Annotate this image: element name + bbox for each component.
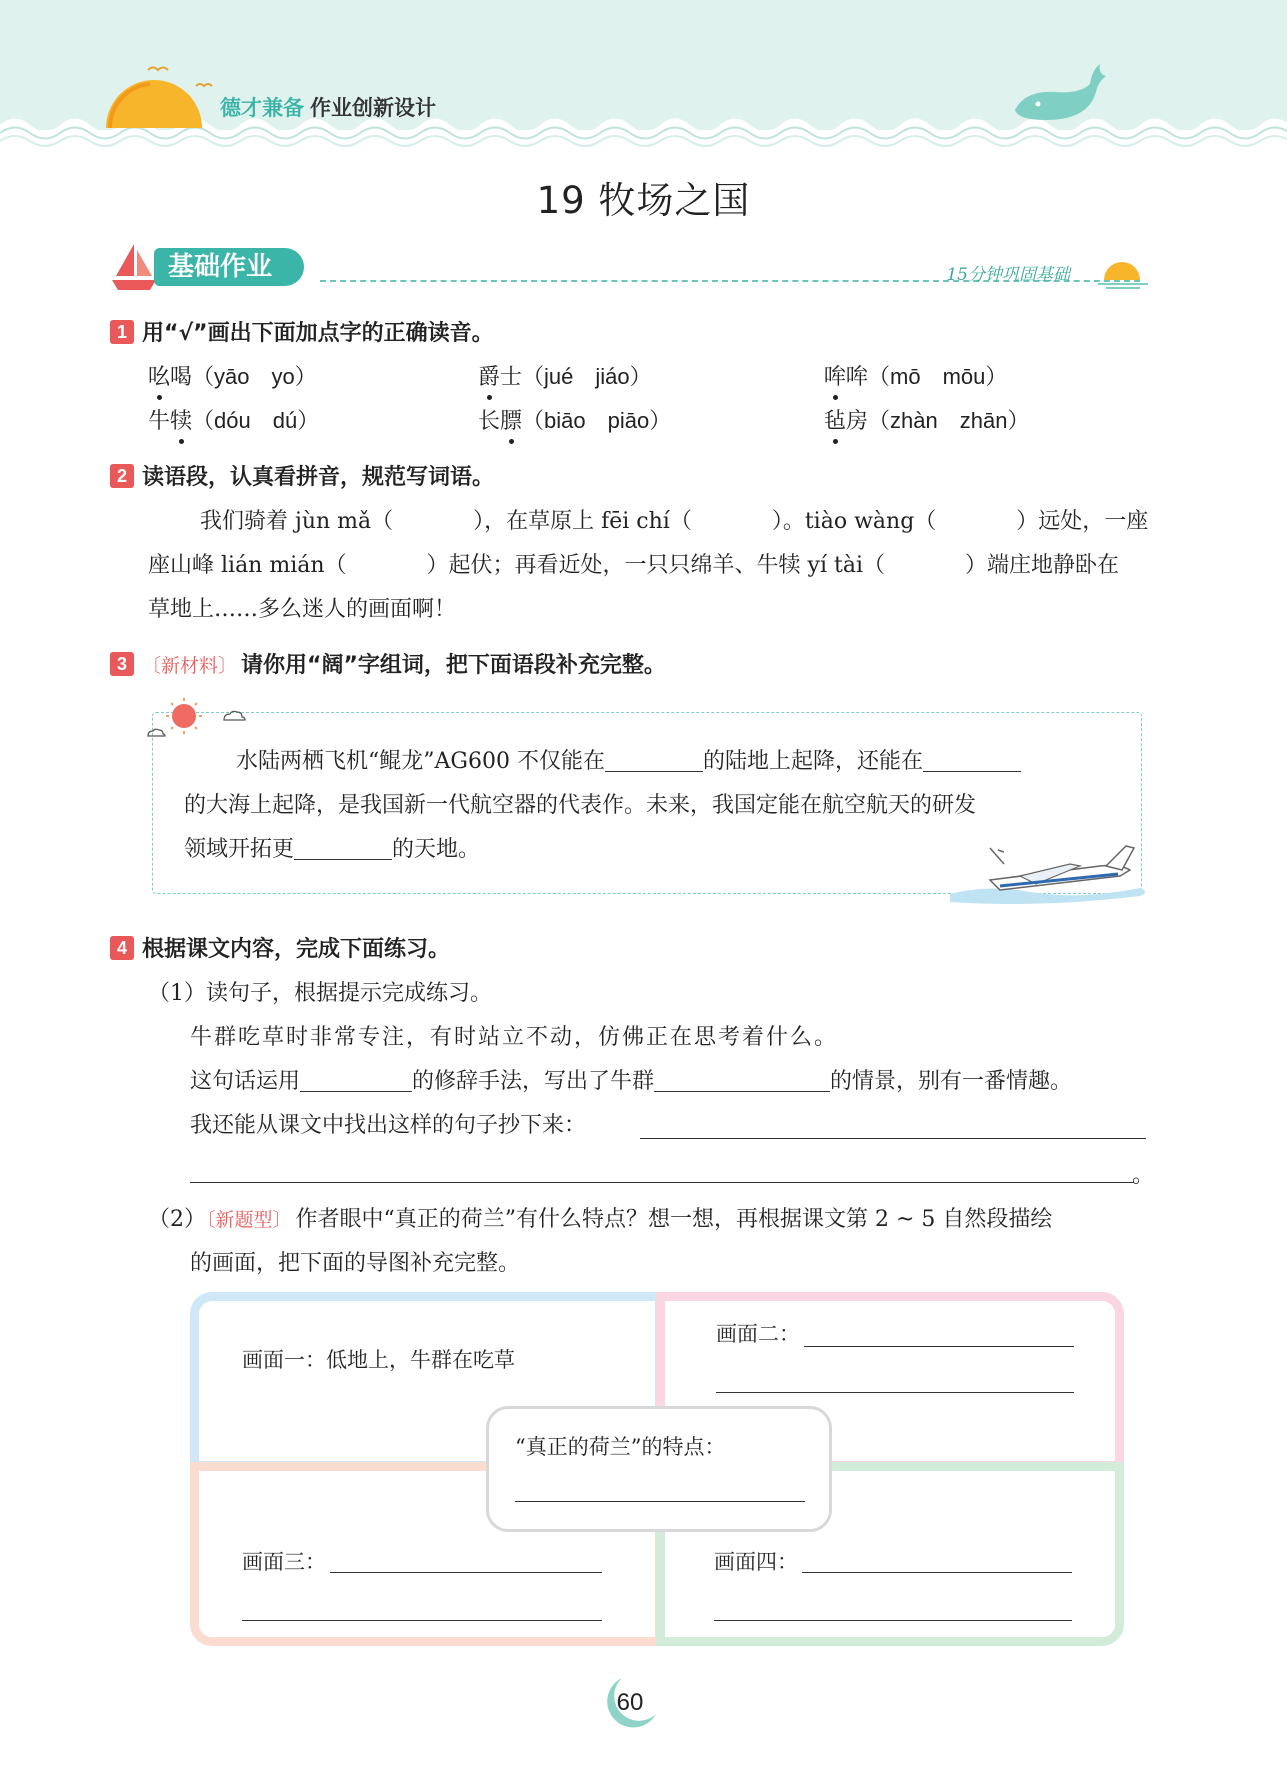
dotted-char: 哞 — [824, 360, 846, 391]
question-2-number: 2 — [110, 464, 134, 488]
q2-line-2 — [148, 548, 1119, 579]
page-title: 19 牧场之国 — [536, 179, 751, 222]
question-3-heading — [110, 648, 666, 679]
q4-blank-scene[interactable] — [654, 1091, 830, 1092]
q3-text: 的天地。 — [392, 837, 481, 862]
q2-text: 座山峰 lián mián（ — [148, 553, 347, 578]
section-label: 基础作业 — [154, 248, 304, 286]
q3-blank-3[interactable] — [294, 859, 392, 860]
q3-text: 的陆地上起降，还能在 — [702, 749, 923, 774]
q2-line-3: 草地上……多么迷人的画面啊！ — [148, 597, 457, 622]
question-2-text: 读语段，认真看拼音，规范写词语。 — [142, 465, 495, 490]
q4-blank-rhetoric[interactable] — [300, 1091, 412, 1092]
dotted-char: 犊 — [170, 404, 192, 435]
q4-copy-line-2[interactable] — [190, 1182, 1134, 1183]
pinyin-options[interactable]: （yāo yo） — [192, 364, 317, 389]
q4-text: 作者眼中“真正的荷兰”有什么特点？想一想，再根据课文第 2 ~ 5 自然段描绘 — [295, 1207, 1053, 1232]
brand-black-text: 作业创新设计 — [310, 96, 436, 120]
q3-text: 水陆两栖飞机“鲲龙”AG600 不仅能在 — [236, 749, 605, 774]
q1-item — [148, 404, 319, 435]
word-rest: 喝 — [170, 365, 193, 390]
scene-1-label: 画面一：低地上，牛群在吃草 — [242, 1348, 515, 1372]
q2-text: 我们骑着 jùn mǎ（ — [200, 509, 394, 534]
q3-text: 领域开拓更 — [184, 837, 295, 862]
brand-title — [220, 92, 436, 122]
new-material-tag: 〔新材料〕 — [142, 655, 238, 677]
question-3-number: 3 — [110, 652, 134, 676]
center-label: “真正的荷兰”的特点： — [515, 1435, 726, 1459]
pinyin-options[interactable]: （jué jiáo） — [522, 364, 652, 389]
q3-blank-1[interactable] — [605, 771, 703, 772]
question-1-number: 1 — [110, 320, 134, 344]
pinyin-options[interactable]: （dóu dú） — [192, 408, 320, 433]
center-features-box — [486, 1406, 832, 1532]
scene-4-line-1[interactable] — [802, 1572, 1072, 1573]
pinyin-options[interactable]: （biāo piāo） — [522, 408, 672, 433]
word-pre: 长 — [478, 409, 501, 434]
dotted-char: 爵 — [478, 360, 500, 391]
sun-cloud-icon — [140, 696, 250, 740]
pinyin-options[interactable]: （mō mōu） — [868, 364, 1008, 389]
question-3-text: 请你用“阔”字组词，把下面语段补充完整。 — [241, 653, 666, 678]
q2-text: ）起伏；再看近处，一只只绵羊、牛犊 yí tài（ — [426, 553, 885, 578]
page-header — [0, 0, 1287, 160]
question-4-text: 根据课文内容，完成下面练习。 — [142, 937, 451, 962]
word-rest: 房 — [846, 409, 869, 434]
q2-text: ）端庄地静卧在 — [964, 553, 1119, 578]
question-1-heading — [110, 316, 494, 347]
q2-text: ）远处，一座 — [1016, 509, 1149, 534]
scene-3-line-2[interactable] — [242, 1620, 602, 1621]
q4-period: 。 — [1132, 1163, 1155, 1188]
question-1-text: 用“√”画出下面加点字的正确读音。 — [142, 321, 494, 346]
sunset-icon — [1096, 250, 1150, 290]
q4-part-1-line-3: 我还能从课文中找出这样的句子抄下来： — [190, 1113, 587, 1138]
q4-text: 这句话运用 — [190, 1069, 301, 1094]
page-number: 60 — [616, 1689, 644, 1716]
q4-text: （2） — [148, 1207, 206, 1232]
scene-2-line-1[interactable] — [804, 1346, 1074, 1347]
dotted-char: 膘 — [500, 404, 522, 435]
q4-text: 的修辞手法，写出了牛群 — [412, 1069, 655, 1094]
q1-item — [478, 360, 652, 391]
dotted-char: 吆 — [148, 360, 170, 391]
section-time-note: 15分钟巩固基础 — [946, 265, 1070, 285]
sailboat-icon — [110, 242, 160, 292]
q4-text: 的情景，别有一番情趣。 — [830, 1069, 1073, 1094]
q1-item — [148, 360, 317, 391]
q4-copy-line-1[interactable] — [640, 1138, 1146, 1139]
q4-part-1-sentence: 牛群吃草时非常专注，有时站立不动，仿佛正在思考着什么。 — [190, 1025, 839, 1050]
brand-green-text: 德才兼备 — [220, 96, 304, 120]
q1-item — [824, 404, 1029, 435]
word-rest: 哞 — [846, 365, 869, 390]
q3-blank-2[interactable] — [923, 771, 1021, 772]
q1-item — [824, 360, 1007, 391]
q4-part-2-line-1 — [148, 1202, 1052, 1233]
pinyin-options[interactable]: （zhàn zhān） — [868, 408, 1030, 433]
q3-line-2: 的大海上起降，是我国新一代航空器的代表作。未来，我国定能在航空航天的研发 — [184, 793, 977, 818]
question-4-heading — [110, 932, 450, 963]
q1-item — [478, 404, 671, 435]
q2-text: ），在草原上 fēi chí（ — [473, 509, 692, 534]
section-header — [110, 240, 1150, 296]
question-2-heading — [110, 460, 494, 491]
q4-part-2-line-2: 的画面，把下面的导图补充完整。 — [190, 1251, 521, 1276]
scene-2-label: 画面二： — [716, 1322, 800, 1346]
center-answer-line[interactable] — [515, 1501, 805, 1502]
scene-2-line-2[interactable] — [716, 1392, 1074, 1393]
word-pre: 牛 — [148, 409, 171, 434]
dotted-char: 毡 — [824, 404, 846, 435]
seaplane-illustration — [930, 836, 1170, 906]
mind-map — [190, 1292, 1124, 1646]
new-question-type-tag: 〔新题型〕 — [206, 1209, 292, 1231]
scene-4-line-2[interactable] — [714, 1620, 1072, 1621]
q2-line-1 — [200, 504, 1148, 535]
header-wave-background — [0, 0, 1287, 160]
q3-line-1 — [236, 744, 1021, 775]
word-rest: 士 — [500, 365, 523, 390]
q3-line-3 — [184, 832, 480, 863]
scene-3-line-1[interactable] — [330, 1572, 602, 1573]
scene-4-label: 画面四： — [714, 1550, 798, 1574]
q4-part-1-line-2 — [190, 1064, 1072, 1095]
question-4-number: 4 — [110, 936, 134, 960]
q4-part-1-title: （1）读句子，根据提示完成练习。 — [148, 981, 492, 1006]
scene-3-label: 画面三： — [242, 1550, 326, 1574]
q2-text: ）。tiào wàng（ — [771, 509, 937, 534]
